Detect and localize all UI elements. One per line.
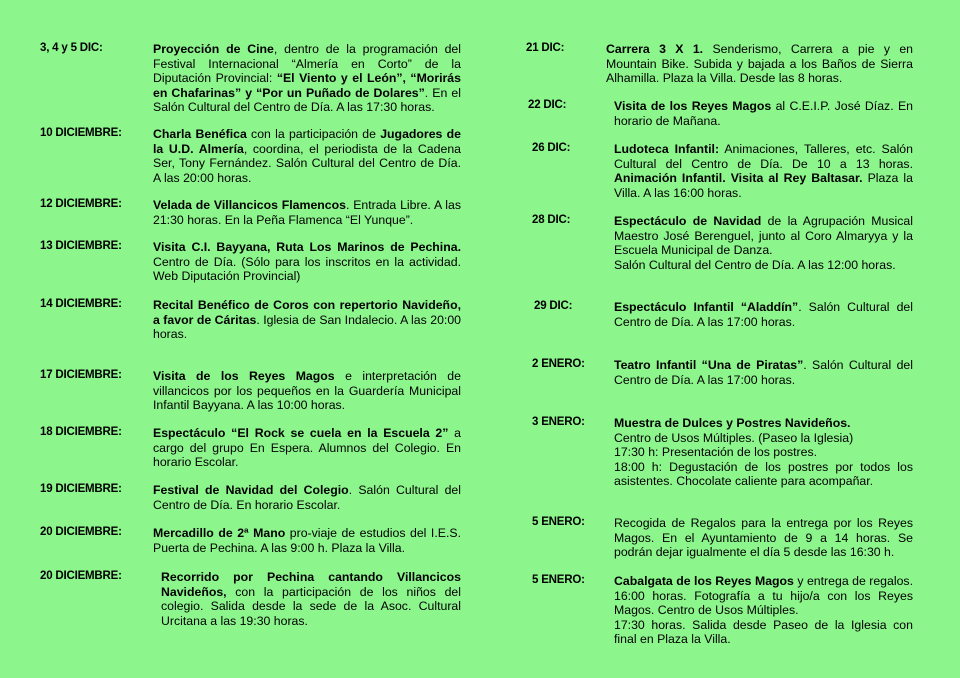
event-description <box>153 369 461 413</box>
event-detail-text: Plaza la Villa. A las 16:00 horas. <box>614 171 913 200</box>
event-title-text: Festival de Navidad del Colegio <box>153 483 349 497</box>
event-title-text: Espectáculo “El Rock se cuela en la Escuela 2” <box>153 426 449 440</box>
event-detail-text: . Salón Cultural del Centro de Día. A las 17:00 horas. <box>614 358 913 387</box>
event-detail-text: de la Agrupación Musical Maestro José Berenguel, junto al Coro Almaryya y la Escuela Municipal de Danza. <box>614 214 913 258</box>
event-title-text: Proyección de Cine <box>153 42 274 56</box>
event-detail-text: . Iglesia de San Indalecio. A las 20:00 horas. <box>153 312 462 342</box>
event-detail-text: Recogida de Regalos para la entrega por los Reyes Magos. En el Ayuntamiento de 9 a 14 horas. Se podrán dejar igualmente el día 5 desde las 16:30 h. <box>614 516 913 560</box>
event-title-text: Visita C.I. Bayyana, Ruta Los Marinos de Pechina. <box>153 240 461 254</box>
event-description <box>153 526 461 555</box>
event-description <box>153 426 461 470</box>
event-detail-text: pro-viaje de estudios del I.E.S. Puerta de Pechina. A las 9:00 h. Plaza la Villa. <box>153 526 461 555</box>
event-title-text: Teatro Infantil “Una de Piratas” <box>614 358 804 372</box>
event-title-text: “El Viento y el León”, “Morirás en Chafarinas” y “Por un Puñado de Dolares” <box>153 71 461 100</box>
event-description <box>153 127 461 185</box>
event-description <box>153 298 461 342</box>
event-title-text: Jugadores de la U.D. Almería <box>153 127 461 156</box>
event-detail-text: Centro de Día. (Sólo para los inscritos en la actividad. Web Diputación Provincial) <box>153 254 461 284</box>
event-date: 3, 4 y 5 DIC: <box>40 42 103 54</box>
event-detail-text: , coordina, el periodista de la Cadena Ser, Tony Fernández. Salón Cultural del Centro de Día. A las 20:00 horas. <box>153 141 461 185</box>
event-title-text: Mercadillo de 2ª Mano <box>153 526 286 540</box>
event-detail-text: e interpretación de villancicos por los pequeños en la Guardería Municipal Infantil Bayyana. A las 10:00 horas. <box>153 369 461 413</box>
event-detail-text: y entrega de regalos. 16:00 horas. Fotografía a tu hijo/a con los Reyes Magos. Centro de Usos Múltiples. <box>614 574 913 618</box>
event-date: 3 ENERO: <box>532 416 585 428</box>
event-date: 29 DIC: <box>534 300 573 312</box>
event-description <box>153 240 461 284</box>
event-date: 18 DICIEMBRE: <box>40 426 122 438</box>
event-detail-text: Salón Cultural del Centro de Día. A las 12:00 horas. <box>614 257 896 272</box>
event-description <box>153 483 461 512</box>
event-date: 28 DIC: <box>532 214 571 226</box>
event-detail-text: 17:30 h: Presentación de los postres. <box>614 445 818 460</box>
event-detail-text: con la participación de los niños del colegio. Salida desde la sede de la Asoc. Cultural Urcitana a las 19:30 horas. <box>161 584 461 628</box>
event-title-text: Recital Benéfico de Coros con repertorio Navideño, a favor de Cáritas <box>153 298 461 327</box>
event-detail-text: 17:30 horas. Salida desde Paseo de la Iglesia con final en Plaza la Villa. <box>614 617 913 647</box>
event-title-text: Visita de los Reyes Magos <box>153 369 335 383</box>
event-detail-text: Animaciones, Talleres, etc. Salón Cultural del Centro de Día. De 10 a 13 horas. <box>614 142 913 171</box>
event-date: 20 DICIEMBRE: <box>40 526 122 538</box>
event-detail-text: . Entrada Libre. A las 21:30 horas. En la Peña Flamenca “El Yunque”. <box>153 198 461 227</box>
event-detail-text: Centro de Usos Múltiples. (Paseo la Iglesia) <box>614 430 854 445</box>
event-description <box>614 214 913 272</box>
event-title-text: Velada de Villancicos Flamencos <box>153 198 346 212</box>
event-date: 5 ENERO: <box>532 574 585 586</box>
event-title-text: Animación Infantil. Visita al Rey Baltasar. <box>614 171 863 186</box>
event-description <box>614 300 913 329</box>
event-detail-text: con la participación de <box>246 127 381 141</box>
event-description <box>153 198 461 227</box>
event-description <box>614 516 913 560</box>
event-title-text: Espectáculo Infantil “Aladdín” <box>614 300 799 314</box>
event-date: 17 DICIEMBRE: <box>40 369 122 381</box>
event-date: 19 DICIEMBRE: <box>40 483 122 495</box>
event-date: 2 ENERO: <box>532 358 585 370</box>
event-detail-text: al C.E.I.P. José Díaz. En horario de Mañana. <box>614 99 913 128</box>
event-detail-text: . Salón Cultural del Centro de Día. A las 17:00 horas. <box>614 300 913 329</box>
event-description <box>614 99 913 128</box>
event-date: 14 DICIEMBRE: <box>40 298 122 310</box>
event-date: 5 ENERO: <box>532 516 585 528</box>
event-date: 10 DICIEMBRE: <box>40 127 122 139</box>
event-date: 20 DICIEMBRE: <box>40 570 122 582</box>
event-detail-text: . Salón Cultural del Centro de Día. En horario Escolar. <box>153 483 461 512</box>
event-title-text: Charla Benéfica <box>153 127 247 141</box>
event-detail-text: , dentro de la programación del Festival Internacional “Almería en Corto” de la Diputación Provincial: <box>153 42 461 86</box>
event-date: 21 DIC: <box>526 42 565 54</box>
event-description <box>606 42 913 86</box>
event-title-text: Recorrido por Pechina cantando Villancicos Navideños, <box>161 570 461 599</box>
event-date: 12 DICIEMBRE: <box>40 198 122 210</box>
event-description <box>153 42 461 115</box>
event-title-text: Carrera 3 X 1. <box>606 42 704 56</box>
event-date: 13 DICIEMBRE: <box>40 240 122 252</box>
event-description <box>614 574 913 647</box>
event-title-text: Muestra de Dulces y Postres Navideños. <box>614 416 851 430</box>
event-detail-text: 18:00 h: Degustación de los postres por todos los asistentes. Chocolate caliente para acompañar. <box>614 459 913 489</box>
event-detail-text: . En el Salón Cultural del Centro de Día. A las 17:30 horas. <box>153 85 461 115</box>
event-title-text: Ludoteca Infantil: <box>614 142 720 156</box>
event-date: 22 DIC: <box>528 99 567 111</box>
event-description <box>614 142 913 200</box>
event-description <box>614 416 913 489</box>
event-title-text: Cabalgata de los Reyes Magos <box>614 574 794 588</box>
event-detail-text: Senderismo, Carrera a pie y en Mountain Bike. Subida y bajada a los Baños de Sierra Alhamilla. Plaza la Villa. Desde las 8 horas. <box>606 42 913 86</box>
event-detail-text: a cargo del grupo En Espera. Alumnos del Colegio. En horario Escolar. <box>153 426 462 470</box>
event-description <box>614 358 913 387</box>
event-title-text: Visita de los Reyes Magos <box>614 99 772 113</box>
event-description <box>161 570 461 628</box>
event-title-text: Espectáculo de Navidad <box>614 214 762 228</box>
event-date: 26 DIC: <box>532 142 571 154</box>
